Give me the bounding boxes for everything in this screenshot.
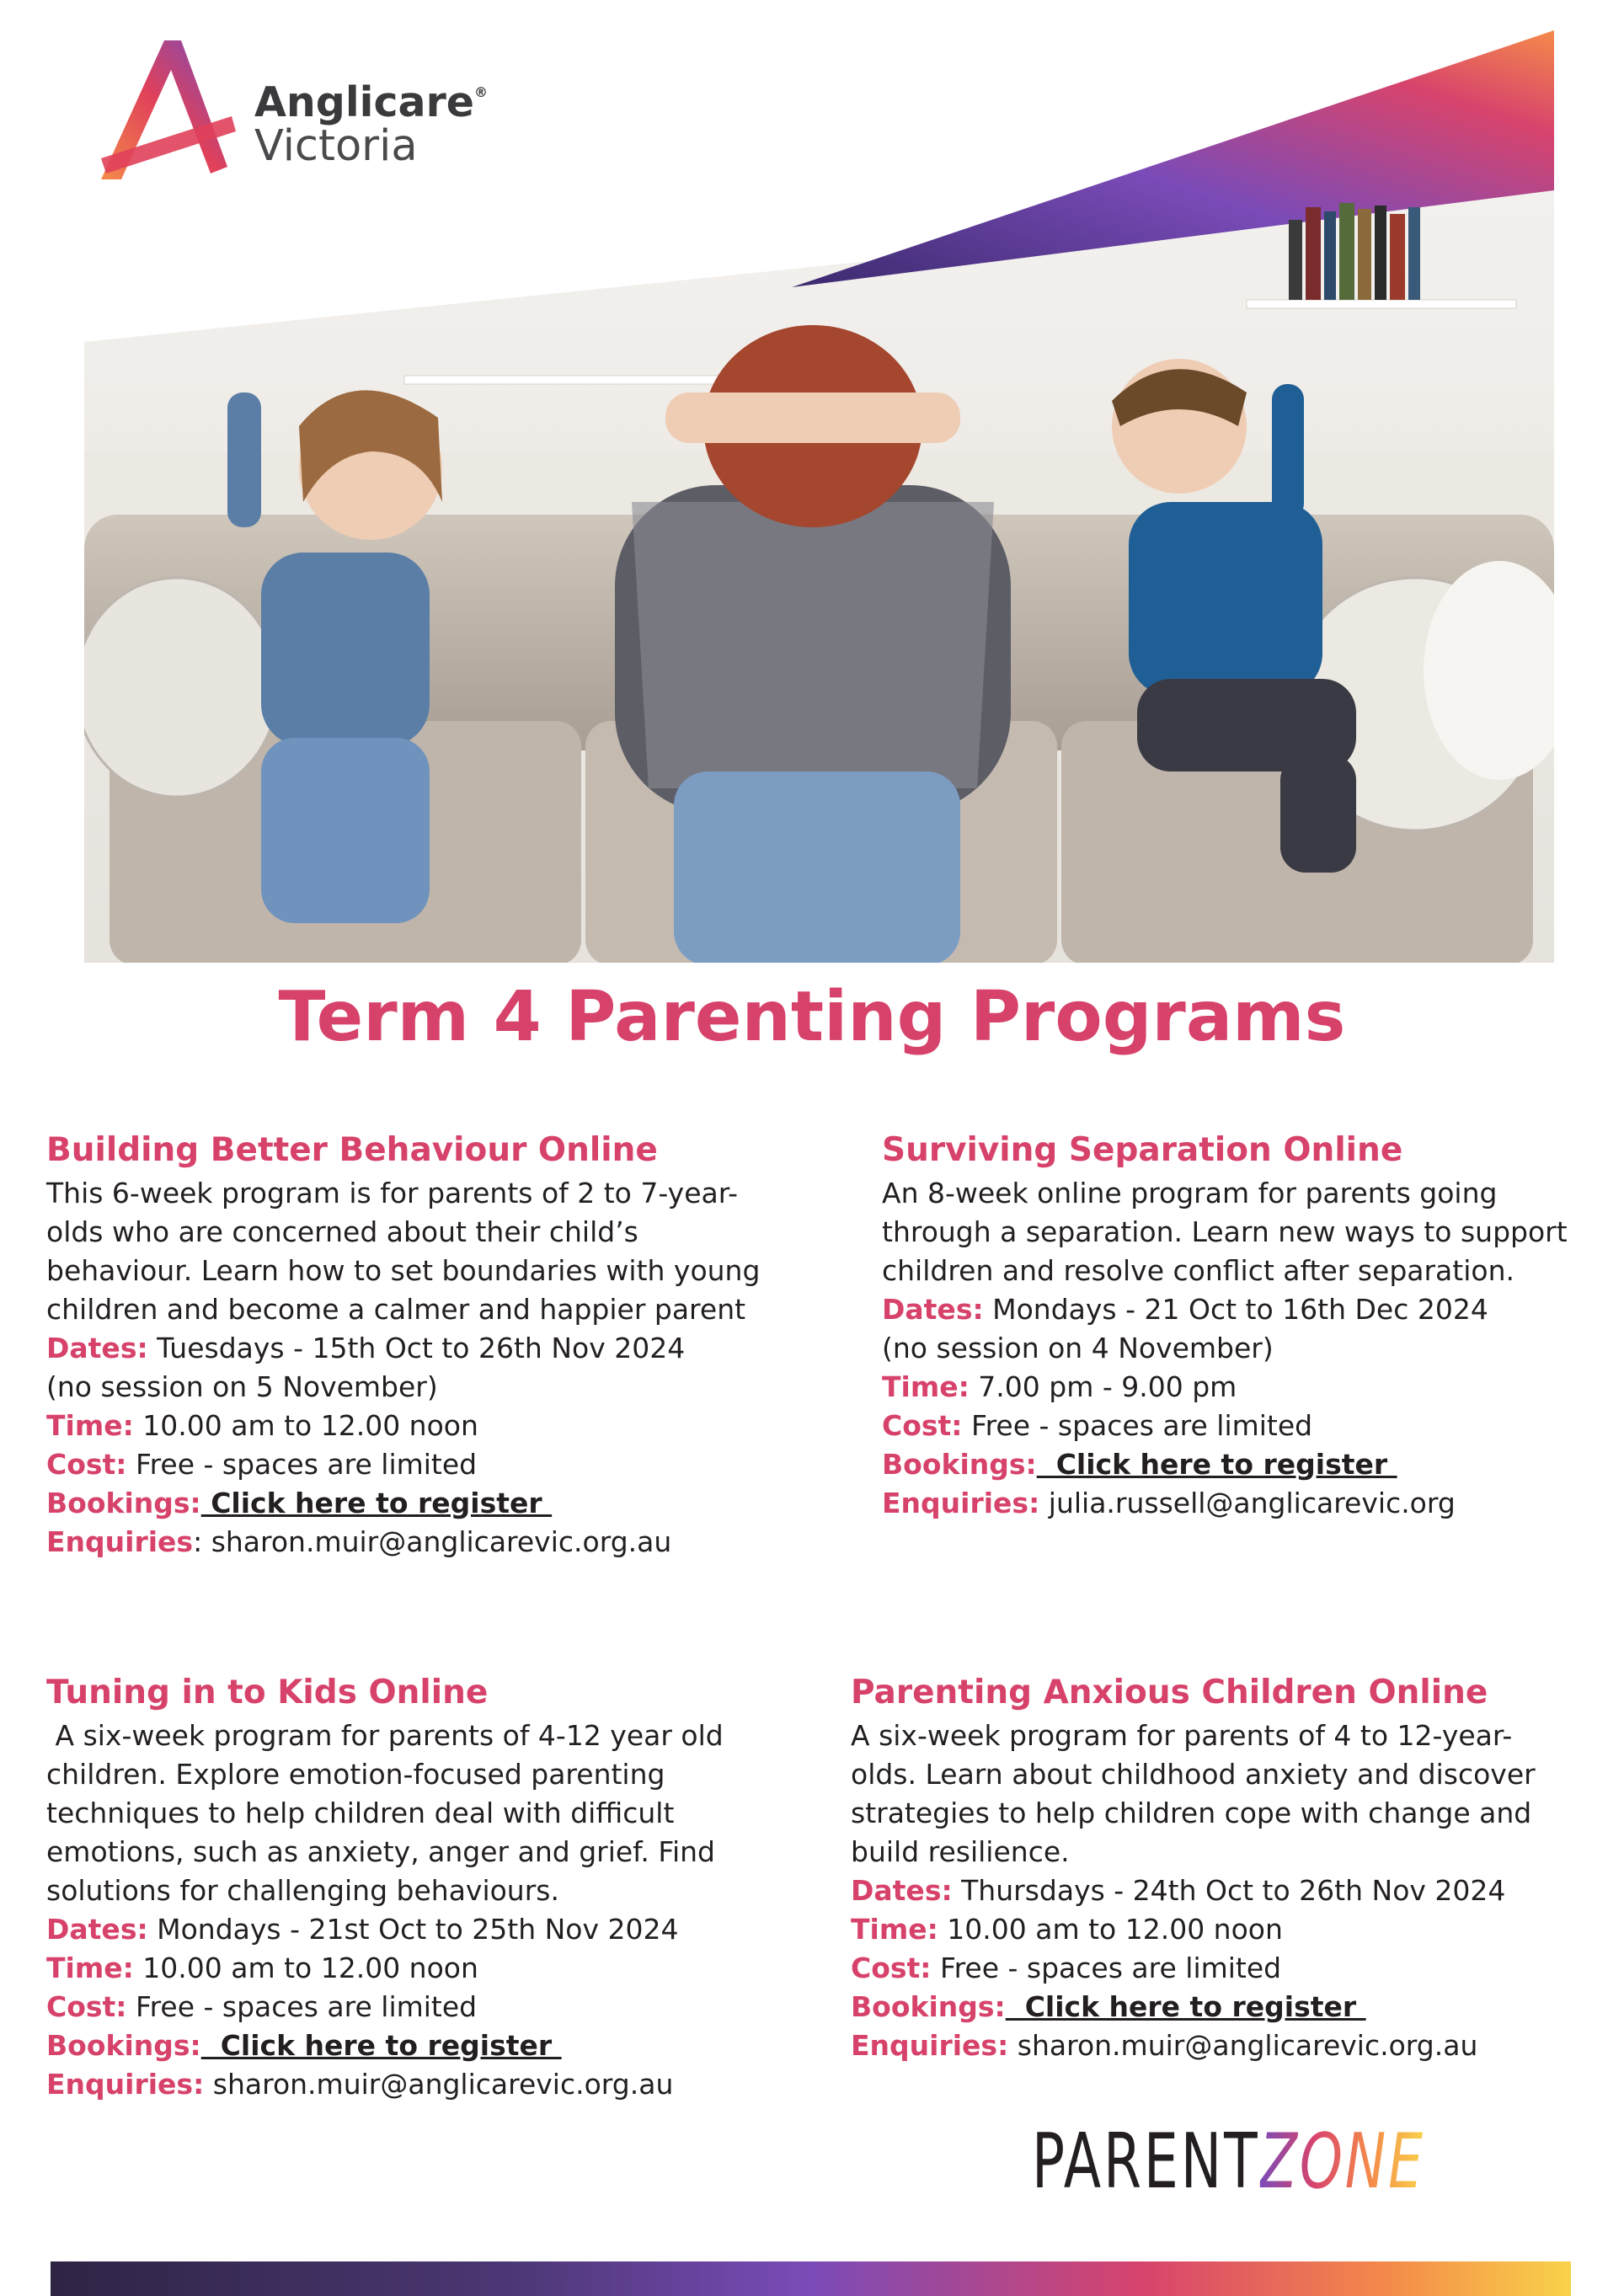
program-surviving-separation bbox=[882, 1127, 1573, 1523]
register-link[interactable]: Click here to register bbox=[200, 1487, 553, 1519]
enquiries-separator bbox=[1039, 1487, 1049, 1519]
program-note: (no session on 5 November) bbox=[46, 1370, 438, 1403]
parentzone-word-parent: PARENT bbox=[1032, 2117, 1260, 2206]
dates-label: Dates: bbox=[46, 1332, 148, 1364]
enquiries-label: Enquiries: bbox=[882, 1487, 1040, 1519]
bookings-label: Bookings: bbox=[851, 1990, 1006, 2023]
enquiries-separator bbox=[1008, 2029, 1018, 2062]
parentzone-logo bbox=[1032, 2117, 1425, 2206]
enquiries-email[interactable]: sharon.muir@anglicarevic.org.au bbox=[1017, 2029, 1478, 2062]
program-bookings bbox=[46, 2026, 788, 2065]
time-value: 10.00 am to 12.00 noon bbox=[133, 1952, 478, 1984]
program-cost bbox=[882, 1407, 1573, 1445]
enquiries-email[interactable]: sharon.muir@anglicarevic.org.au bbox=[211, 1525, 672, 1558]
program-title: Tuning in to Kids Online bbox=[46, 1674, 489, 1711]
time-value: 10.00 am to 12.00 noon bbox=[133, 1409, 478, 1442]
anglicare-a-logo-icon bbox=[84, 32, 240, 188]
dates-value: Mondays - 21st Oct to 25th Nov 2024 bbox=[147, 1913, 679, 1946]
program-description: A six-week program for parents of 4 to 12-year-olds. Learn about childhood anxiety and discover strategies to help children cope with change and build resilience. bbox=[851, 1719, 1536, 1868]
time-label: Time: bbox=[851, 1913, 938, 1946]
program-description: A six-week program for parents of 4-12 year old children. Explore emotion-focused parenting techniques to help children deal with difficult emotions, such as anxiety, anger and grief. Find solutions for challenging behaviours. bbox=[46, 1719, 733, 1907]
program-title: Parenting Anxious Children Online bbox=[851, 1674, 1488, 1711]
cost-value: Free - spaces are limited bbox=[931, 1952, 1282, 1984]
program-dates bbox=[46, 1910, 788, 1949]
program-title: Building Better Behaviour Online bbox=[46, 1131, 658, 1169]
program-cost bbox=[46, 1445, 788, 1484]
program-time bbox=[882, 1368, 1573, 1407]
program-enquiries bbox=[882, 1484, 1573, 1523]
dates-label: Dates: bbox=[851, 1874, 953, 1907]
program-description: An 8-week online program for parents going through a separation. Learn new ways to support children and resolve conflict after separation. bbox=[882, 1177, 1568, 1287]
parentzone-word-zone: ZONE bbox=[1259, 2117, 1425, 2206]
register-link[interactable]: Click here to register bbox=[1005, 1990, 1366, 2023]
brand-name: Anglicare bbox=[254, 78, 474, 126]
page-title: Term 4 Parenting Programs bbox=[278, 977, 1346, 1057]
program-parenting-anxious-children bbox=[851, 1669, 1575, 2065]
program-dates bbox=[46, 1329, 788, 1368]
time-label: Time: bbox=[46, 1409, 134, 1442]
time-value: 7.00 pm - 9.00 pm bbox=[969, 1370, 1237, 1403]
register-link[interactable]: Click here to register bbox=[1036, 1448, 1397, 1481]
program-dates bbox=[851, 1872, 1575, 1910]
program-description: This 6-week program is for parents of 2 to 7-year-olds who are concerned about their child’s behaviour. Learn how to set boundaries with young children and become a calmer and happier parent bbox=[46, 1177, 761, 1326]
bookings-label: Bookings: bbox=[882, 1448, 1037, 1481]
program-bookings bbox=[46, 1484, 788, 1523]
dates-value: Thursdays - 24th Oct to 26th Nov 2024 bbox=[952, 1874, 1506, 1907]
time-label: Time: bbox=[882, 1370, 970, 1403]
cost-label: Cost: bbox=[851, 1952, 932, 1984]
cost-label: Cost: bbox=[46, 1448, 127, 1481]
program-cost bbox=[851, 1949, 1575, 1988]
cost-value: Free - spaces are limited bbox=[962, 1409, 1313, 1442]
program-tuning-in-to-kids bbox=[46, 1669, 788, 2104]
registered-mark: ® bbox=[473, 84, 488, 100]
program-time bbox=[46, 1949, 788, 1988]
program-dates bbox=[882, 1290, 1573, 1329]
dates-value: Mondays - 21 Oct to 16th Dec 2024 bbox=[983, 1293, 1488, 1326]
program-time bbox=[46, 1407, 788, 1445]
enquiries-email[interactable]: julia.russell@anglicarevic.org bbox=[1048, 1487, 1456, 1519]
enquiries-separator bbox=[204, 2068, 213, 2101]
cost-value: Free - spaces are limited bbox=[126, 1448, 478, 1481]
enquiries-label: Enquiries: bbox=[46, 2068, 205, 2101]
cost-value: Free - spaces are limited bbox=[126, 1990, 478, 2023]
footer-gradient-bar bbox=[51, 2261, 1571, 2296]
enquiries-label: Enquiries: bbox=[851, 2029, 1009, 2062]
enquiries-separator: : bbox=[193, 1525, 211, 1558]
program-time bbox=[851, 1910, 1575, 1949]
brand-logo bbox=[84, 32, 539, 188]
enquiries-email[interactable]: sharon.muir@anglicarevic.org.au bbox=[212, 2068, 674, 2101]
program-title: Surviving Separation Online bbox=[882, 1131, 1403, 1169]
dates-label: Dates: bbox=[46, 1913, 148, 1946]
dates-value: Tuesdays - 15th Oct to 26th Nov 2024 bbox=[147, 1332, 686, 1364]
program-enquiries bbox=[851, 2026, 1575, 2065]
program-cost bbox=[46, 1988, 788, 2026]
time-value: 10.00 am to 12.00 noon bbox=[938, 1913, 1283, 1946]
program-note: (no session on 4 November) bbox=[882, 1332, 1274, 1364]
brand-subname: Victoria bbox=[254, 121, 418, 172]
cost-label: Cost: bbox=[46, 1990, 127, 2023]
bookings-label: Bookings: bbox=[46, 1487, 201, 1519]
bookings-label: Bookings: bbox=[46, 2029, 201, 2062]
program-bookings bbox=[851, 1988, 1575, 2026]
program-bookings bbox=[882, 1445, 1573, 1484]
enquiries-label: Enquiries bbox=[46, 1525, 194, 1558]
program-enquiries bbox=[46, 1523, 788, 1562]
time-label: Time: bbox=[46, 1952, 134, 1984]
program-building-better-behaviour bbox=[46, 1127, 788, 1562]
cost-label: Cost: bbox=[882, 1409, 963, 1442]
register-link[interactable]: Click here to register bbox=[200, 2029, 562, 2062]
dates-label: Dates: bbox=[882, 1293, 984, 1326]
program-enquiries bbox=[46, 2065, 788, 2104]
